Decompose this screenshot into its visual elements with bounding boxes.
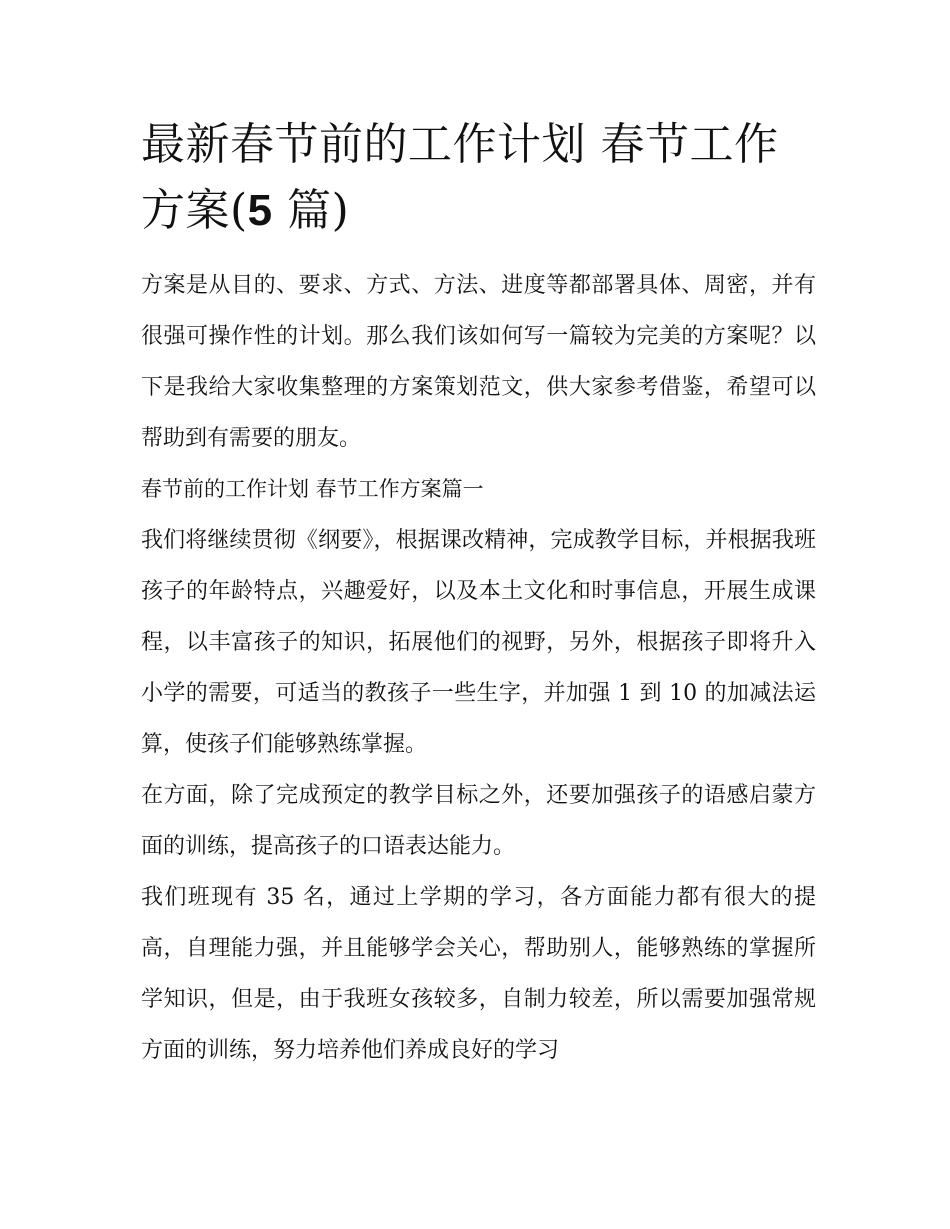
- body-paragraph-3: 我们班现有 35 名，通过上学期的学习，各方面能力都有很大的提高，自理能力强，并且能够学会关心，帮助别人，能够熟练的掌握所学知识，但是，由于我班女孩较多，自制力较差，所以需要加强常规方面的训练，努力培养他们养成良好的学习: [141, 885, 816, 1063]
- title-tail: 篇): [272, 185, 350, 236]
- section-heading: 春节前的工作计划 春节工作方案篇一: [141, 477, 484, 501]
- body-paragraph-2: 在方面，除了完成预定的教学目标之外，还要加强孩子的语感启蒙方面的训练，提高孩子的口语表达能力。: [141, 783, 816, 859]
- title-number: 5: [247, 186, 273, 235]
- intro-paragraph: 方案是从目的、要求、方式、方法、进度等都部署具体、周密，并有很强可操作性的计划。那么我们该如何写一篇较为完美的方案呢？以下是我给大家收集整理的方案策划范文，供大家参考借鉴，希望可以帮助到有需要的朋友。: [141, 273, 816, 451]
- document-page: [141, 112, 816, 1076]
- title-text: 最新春节前的工作计划 春节工作方案(: [141, 119, 779, 236]
- document-title: [141, 112, 816, 244]
- body-paragraph-1: 我们将继续贯彻《纲要》，根据课改精神，完成教学目标，并根据我班孩子的年龄特点，兴趣爱好，以及本土文化和时事信息，开展生成课程，以丰富孩子的知识，拓展他们的视野，另外，根据孩子即将升入小学的需要，可适当的教孩子一些生字，并加强 1 到 10 的加减法运算，使孩子们能够熟练掌握。: [141, 528, 816, 757]
